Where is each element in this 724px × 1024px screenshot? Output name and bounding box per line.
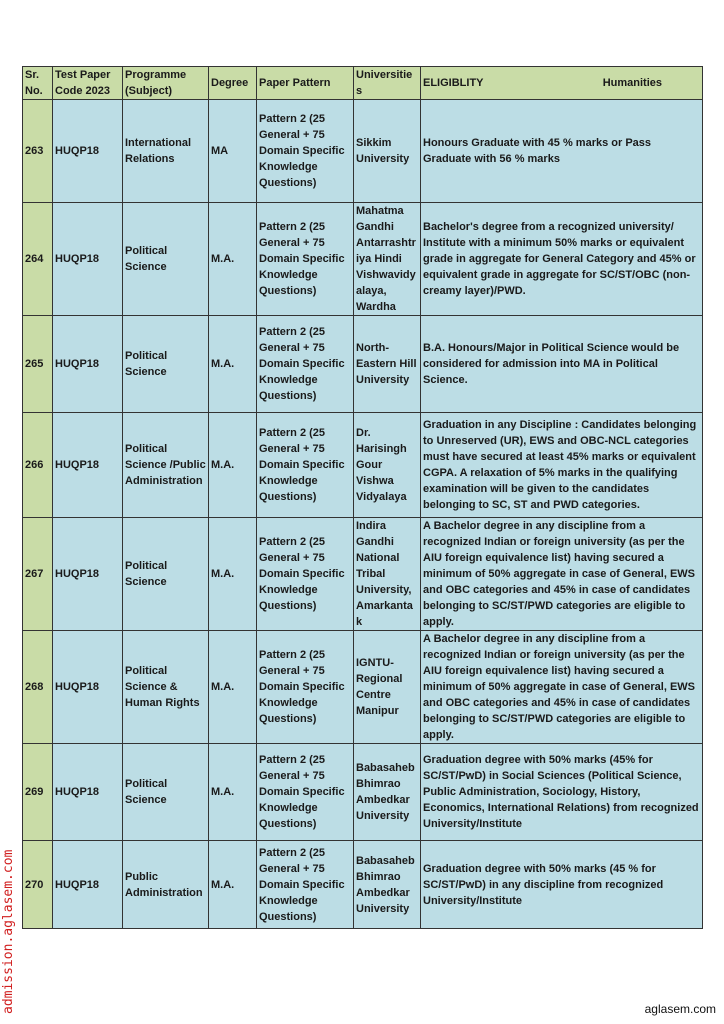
sr-no-cell: 263 [23,100,53,203]
header-universities: Universities [354,67,421,100]
table-row [23,518,703,631]
paper-pattern-cell: Pattern 2 (25 General + 75 Domain Specific Knowledge Questions) [257,203,354,316]
university-cell: Indira Gandhi National Tribal University, Amarkantak [354,518,421,631]
test-paper-code-cell: HUQP18 [53,316,123,413]
university-cell: Babasaheb Bhimrao Ambedkar University [354,744,421,841]
eligibility-cell: A Bachelor degree in any discipline from a recognized Indian or foreign university (as per the AIU foreign equivalence list) having secured a minimum of 50% aggregate in case of General, EWS and OBC categories and 45% in case of candidates belonging to SC/ST/PWD categories are eligible to apply. [421,631,703,744]
degree-cell: M.A. [209,518,257,631]
programme-cell: Political Science [123,203,209,316]
programme-cell: Public Administration [123,841,209,929]
table-row [23,316,703,413]
degree-cell: M.A. [209,841,257,929]
degree-cell: M.A. [209,631,257,744]
eligibility-cell: B.A. Honours/Major in Political Science would be considered for admission into MA in Political Science. [421,316,703,413]
paper-pattern-cell: Pattern 2 (25 General + 75 Domain Specific Knowledge Questions) [257,841,354,929]
header-test-paper-code: Test Paper Code 2023 [53,67,123,100]
eligibility-cell: A Bachelor degree in any discipline from a recognized Indian or foreign university (as per the AIU foreign equivalence list) having secured a minimum of 50% aggregate in case of General, EWS and OBC categories and 45% in case of candidates belonging to SC/ST/PWD categories are eligible to apply. [421,518,703,631]
paper-pattern-cell: Pattern 2 (25 General + 75 Domain Specific Knowledge Questions) [257,100,354,203]
paper-pattern-cell: Pattern 2 (25 General + 75 Domain Specific Knowledge Questions) [257,413,354,518]
programme-cell: International Relations [123,100,209,203]
table-row [23,413,703,518]
degree-cell: MA [209,100,257,203]
programme-cell: Political Science [123,316,209,413]
table-row [23,100,703,203]
sr-no-cell: 268 [23,631,53,744]
degree-cell: M.A. [209,203,257,316]
degree-cell: M.A. [209,413,257,518]
header-stream-label: Humanities [602,77,662,89]
university-cell: Sikkim University [354,100,421,203]
test-paper-code-cell: HUQP18 [53,841,123,929]
header-sr-no: Sr. No. [23,67,53,100]
sr-no-cell: 264 [23,203,53,316]
sr-no-cell: 265 [23,316,53,413]
table-row [23,631,703,744]
sr-no-cell: 269 [23,744,53,841]
paper-pattern-cell: Pattern 2 (25 General + 75 Domain Specific Knowledge Questions) [257,316,354,413]
programme-cell: Political Science & Human Rights [123,631,209,744]
table-row [23,203,703,316]
university-cell: IGNTU-Regional Centre Manipur [354,631,421,744]
test-paper-code-cell: HUQP18 [53,413,123,518]
programme-cell: Political Science /Public Administration [123,413,209,518]
paper-pattern-cell: Pattern 2 (25 General + 75 Domain Specific Knowledge Questions) [257,631,354,744]
eligibility-cell: Graduation in any Discipline : Candidates belonging to Unreserved (UR), EWS and OBC-NCL categories must have secured at least 45% marks or equivalent CGPA. A relaxation of 5% marks in the qualifying examination will be given to the candidates belonging to SC, ST and PWD categories. [421,413,703,518]
degree-cell: M.A. [209,316,257,413]
eligibility-cell: Bachelor's degree from a recognized university/ Institute with a minimum 50% marks or equivalent grade in aggregate for General Category and 45% or equivalent grade in aggregate for SC/ST/OBC (non-creamy layer)/PWD. [421,203,703,316]
table-header-row [23,67,703,100]
test-paper-code-cell: HUQP18 [53,631,123,744]
paper-pattern-cell: Pattern 2 (25 General + 75 Domain Specific Knowledge Questions) [257,744,354,841]
test-paper-code-cell: HUQP18 [53,100,123,203]
header-degree: Degree [209,67,257,100]
university-cell: Mahatma Gandhi Antarrashtriya Hindi Vishwavidyalaya, Wardha [354,203,421,316]
header-paper-pattern: Paper Pattern [257,67,354,100]
eligibility-cell: Graduation degree with 50% marks (45 % for SC/ST/PwD) in any discipline from recognized University/Institute [421,841,703,929]
degree-cell: M.A. [209,744,257,841]
eligibility-cell: Honours Graduate with 45 % marks or Pass Graduate with 56 % marks [421,100,703,203]
test-paper-code-cell: HUQP18 [53,203,123,316]
table-row [23,744,703,841]
table-row [23,841,703,929]
test-paper-code-cell: HUQP18 [53,744,123,841]
eligibility-table [22,66,703,929]
header-programme: Programme (Subject) [123,67,209,100]
header-eligibility [421,67,703,100]
sr-no-cell: 266 [23,413,53,518]
footer-site-label: aglasem.com [644,1002,716,1016]
paper-pattern-cell: Pattern 2 (25 General + 75 Domain Specific Knowledge Questions) [257,518,354,631]
eligibility-cell: Graduation degree with 50% marks (45% for SC/ST/PwD) in Social Sciences (Political Science, Public Administration, Sociology, History, Economics, International Relations) from recognized University/Institute [421,744,703,841]
university-cell: North-Eastern Hill University [354,316,421,413]
test-paper-code-cell: HUQP18 [53,518,123,631]
university-cell: Babasaheb Bhimrao Ambedkar University [354,841,421,929]
programme-cell: Political Science [123,744,209,841]
header-eligibility-label: ELIGIBLITY [423,77,484,89]
sr-no-cell: 267 [23,518,53,631]
vertical-watermark: admission.aglasem.com [1,849,16,1014]
programme-cell: Political Science [123,518,209,631]
sr-no-cell: 270 [23,841,53,929]
university-cell: Dr. Harisingh Gour Vishwa Vidyalaya [354,413,421,518]
